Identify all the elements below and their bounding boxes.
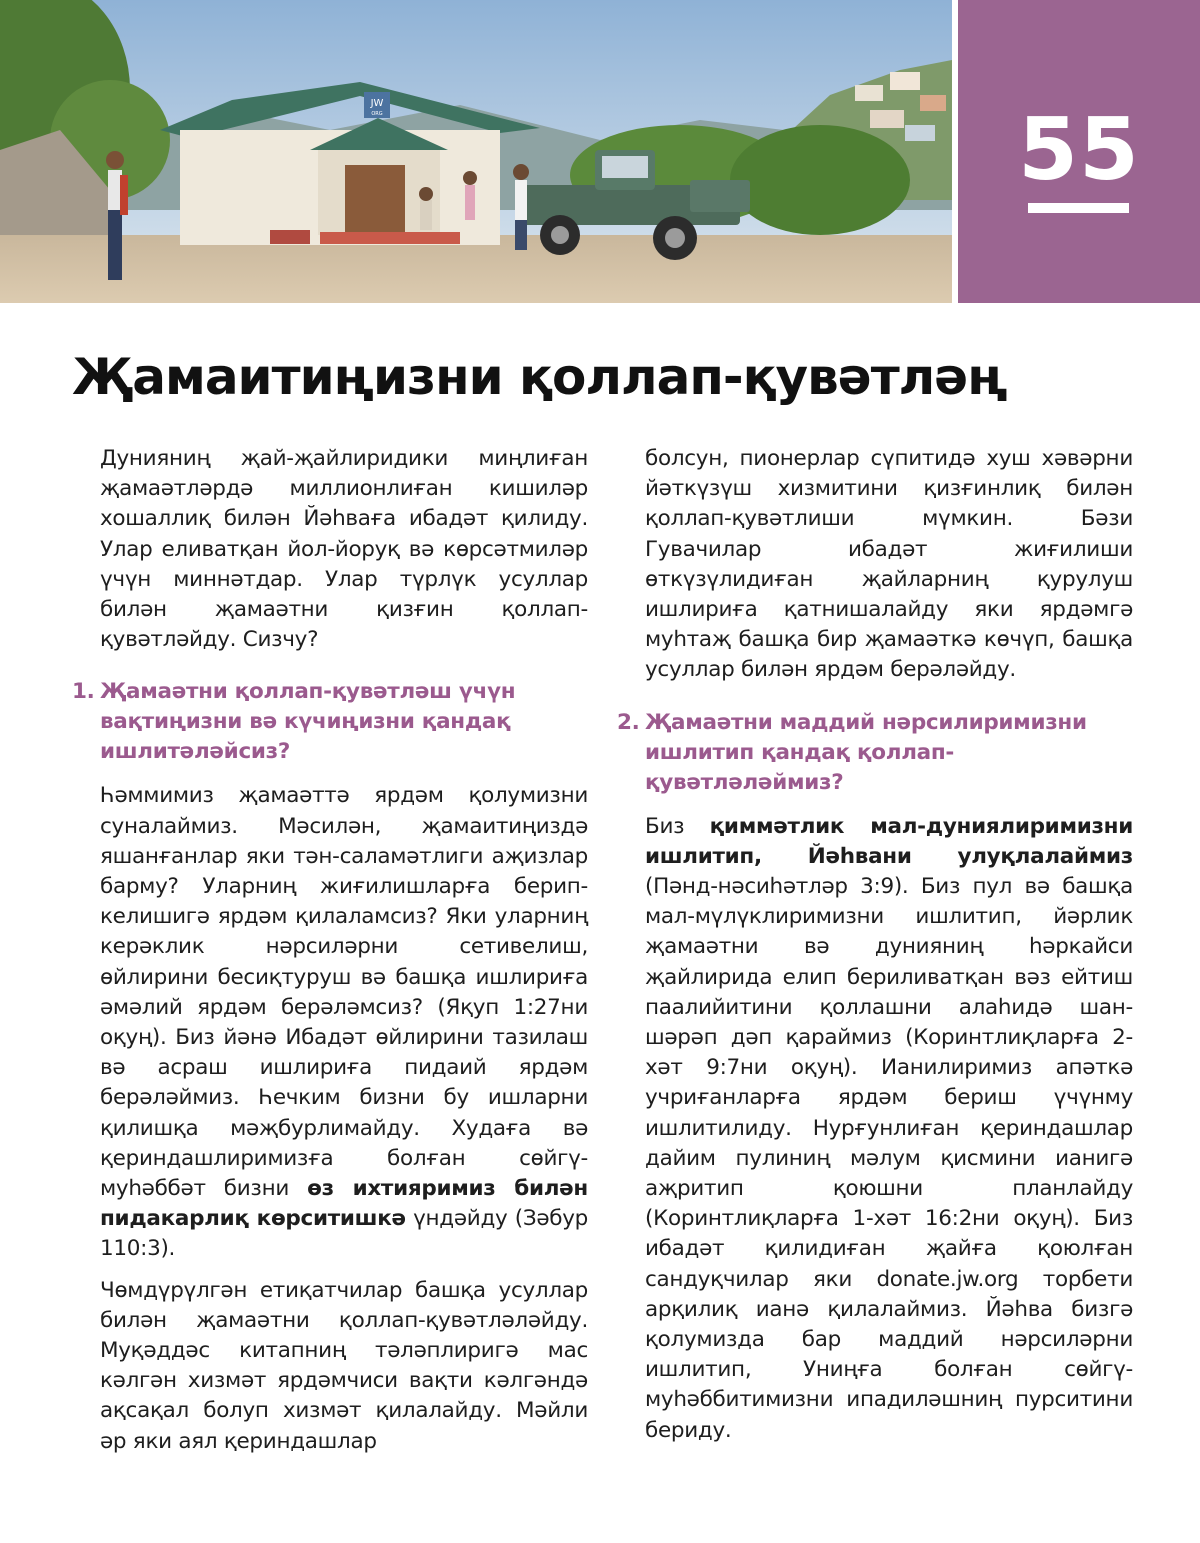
right-column [617,444,1133,1446]
svg-text:ORG: ORG [371,111,383,117]
question-1-paragraph-1 [100,781,588,1264]
hero-illustration [0,0,952,303]
question-2-paragraph [645,812,1133,1446]
lesson-number: 55 [1018,100,1140,200]
question-1-heading [72,677,588,767]
question-2-heading [617,708,1133,798]
q1-p1-text-a: Һәммимиз җамаәттә ярдәм қолумизни суналаймиз. Мәсилән, җамаитиңиздә яшанғанлар яки тән-саламәтлиги аҗизлар барму? Уларниң жиғилишларға берип-келишигә ярдәм қилаламсиз? Яки уларниң керәклик нәрсиләрни сетивелиш, өйлирини бесиқтуруш вә башқа ишлириға әмәлий ярдәм берәләмсиз? (Яқуп 1:27ни оқуң). Биз йәнә Ибадәт өйлирини тазилаш вә асраш ишлириға пидаий ярдәм берәләймиз. Һечким бизни бу ишларни қилишқа мәҗбурлимайду. Худаға вә қериндашлиримизға болған сөйгү-муһәббәт бизни [100,783,588,1202]
question-1-paragraph-2-continued: болсун, пионерлар сүпитидә хуш хәвәрни йәткүзүш хизмитини қизғинлиқ билән қоллап-қувәтлиши мүмкин. Бәзи Гувачилар ибадәт жиғилиши өткүзүлидиған җайларниң қурулуш ишлириға қатнишалайду яки ярдәмгә муһтаҗ башқа бир җамаәткә көчүп, башқа усуллар билән ярдәм берәләйду. [645,446,1133,683]
question-1-paragraph-2: Чөмдүрүлгән етиқатчилар башқа усуллар билән җамаәтни қоллап-қувәтләләйду. Муқәддәс китапниң тәләплиригә мас кәлгән хизмәт ярдәмчиси вақти кәлгәндә ақсақал болуп хизмәт қилалайду. Мәйли әр яки аял қериндашлар [100,1277,588,1454]
q2-p1-text-a: Биз [645,813,710,839]
question-1-number: 1. [72,679,95,705]
q2-p1-text-b: (Пәнд-нәсиһәтләр 3:9). Биз пул вә башқа мал-мүлүклиримизни ишлитип, йәрлик җамаәтни вә дунияниң һәркайси җайлирида елип бериливатқан вәз ейтиш паалийитини қоллашни алаһидә шан-шәрәп дәп қараймиз (Коринтлиқларға 2-хәт 9:7ни оқуң). Ианилиримиз апәткә учриғанларға ярдәм бериш үчүнму ишлитилиду. Нурғунлиған қериндашлар дайим пулиниң мәлум қисмини ианигә аҗритип қоюшни планлайду (Коринтлиқларға 1-хәт 16:2ни оқуң). Биз ибадәт қилидиған җайға қоюлған сандуқчилар яки donate.jw.org торбети арқилиқ ианә қилалаймиз. Йәһва бизгә қолумизда бар маддий нәрсиләрни ишлитип, Униңға болған сөйгү-муһәббитимизни ипадиләшниң пурситини бериду. [645,874,1133,1443]
q2-p1-bold: қиммәтлик мал-дуниялиримизни ишлитип, Йәһвани улуқлалаймиз [645,813,1133,869]
lesson-underline [1028,203,1129,213]
q1-p1-bold: өз ихтияримиз билән пидакарлиқ көрситишкә [100,1176,588,1232]
kingdom-hall-scene [0,0,952,303]
question-2-text: Җамаәтни маддий нәрсилиримизни ишлитип қандақ қоллап-қувәтләләймиз? [645,709,1087,795]
lesson-number-box [958,0,1200,303]
q1-p1-text-b: үндәйду (Зәбур 110:3). [100,1206,588,1262]
intro-paragraph: Дунияниң җай-җайлиридики миңлиған җамаәтләрдә миллионлиған кишиләр хошаллиқ билән Йәһваға ибадәт қилиду. Улар еливатқан йол-йоруқ вә көрсәтмиләр үчүн миннәтдар. Улар түрлүк усуллар билән җамаәтни қизғин қоллап-қувәтләйду. Сизчу? [100,446,588,653]
svg-text:JW: JW [370,98,384,109]
page-title: Җамаитиңизни қоллап-қувәтләң [72,348,1007,406]
question-2-number: 2. [617,709,640,735]
question-1-text: Җамаәтни қоллап-қувәтләш үчүн вақтиңизни вә күчиңизни қандақ ишлитәләйсиз? [100,679,516,765]
left-column [72,444,588,1457]
